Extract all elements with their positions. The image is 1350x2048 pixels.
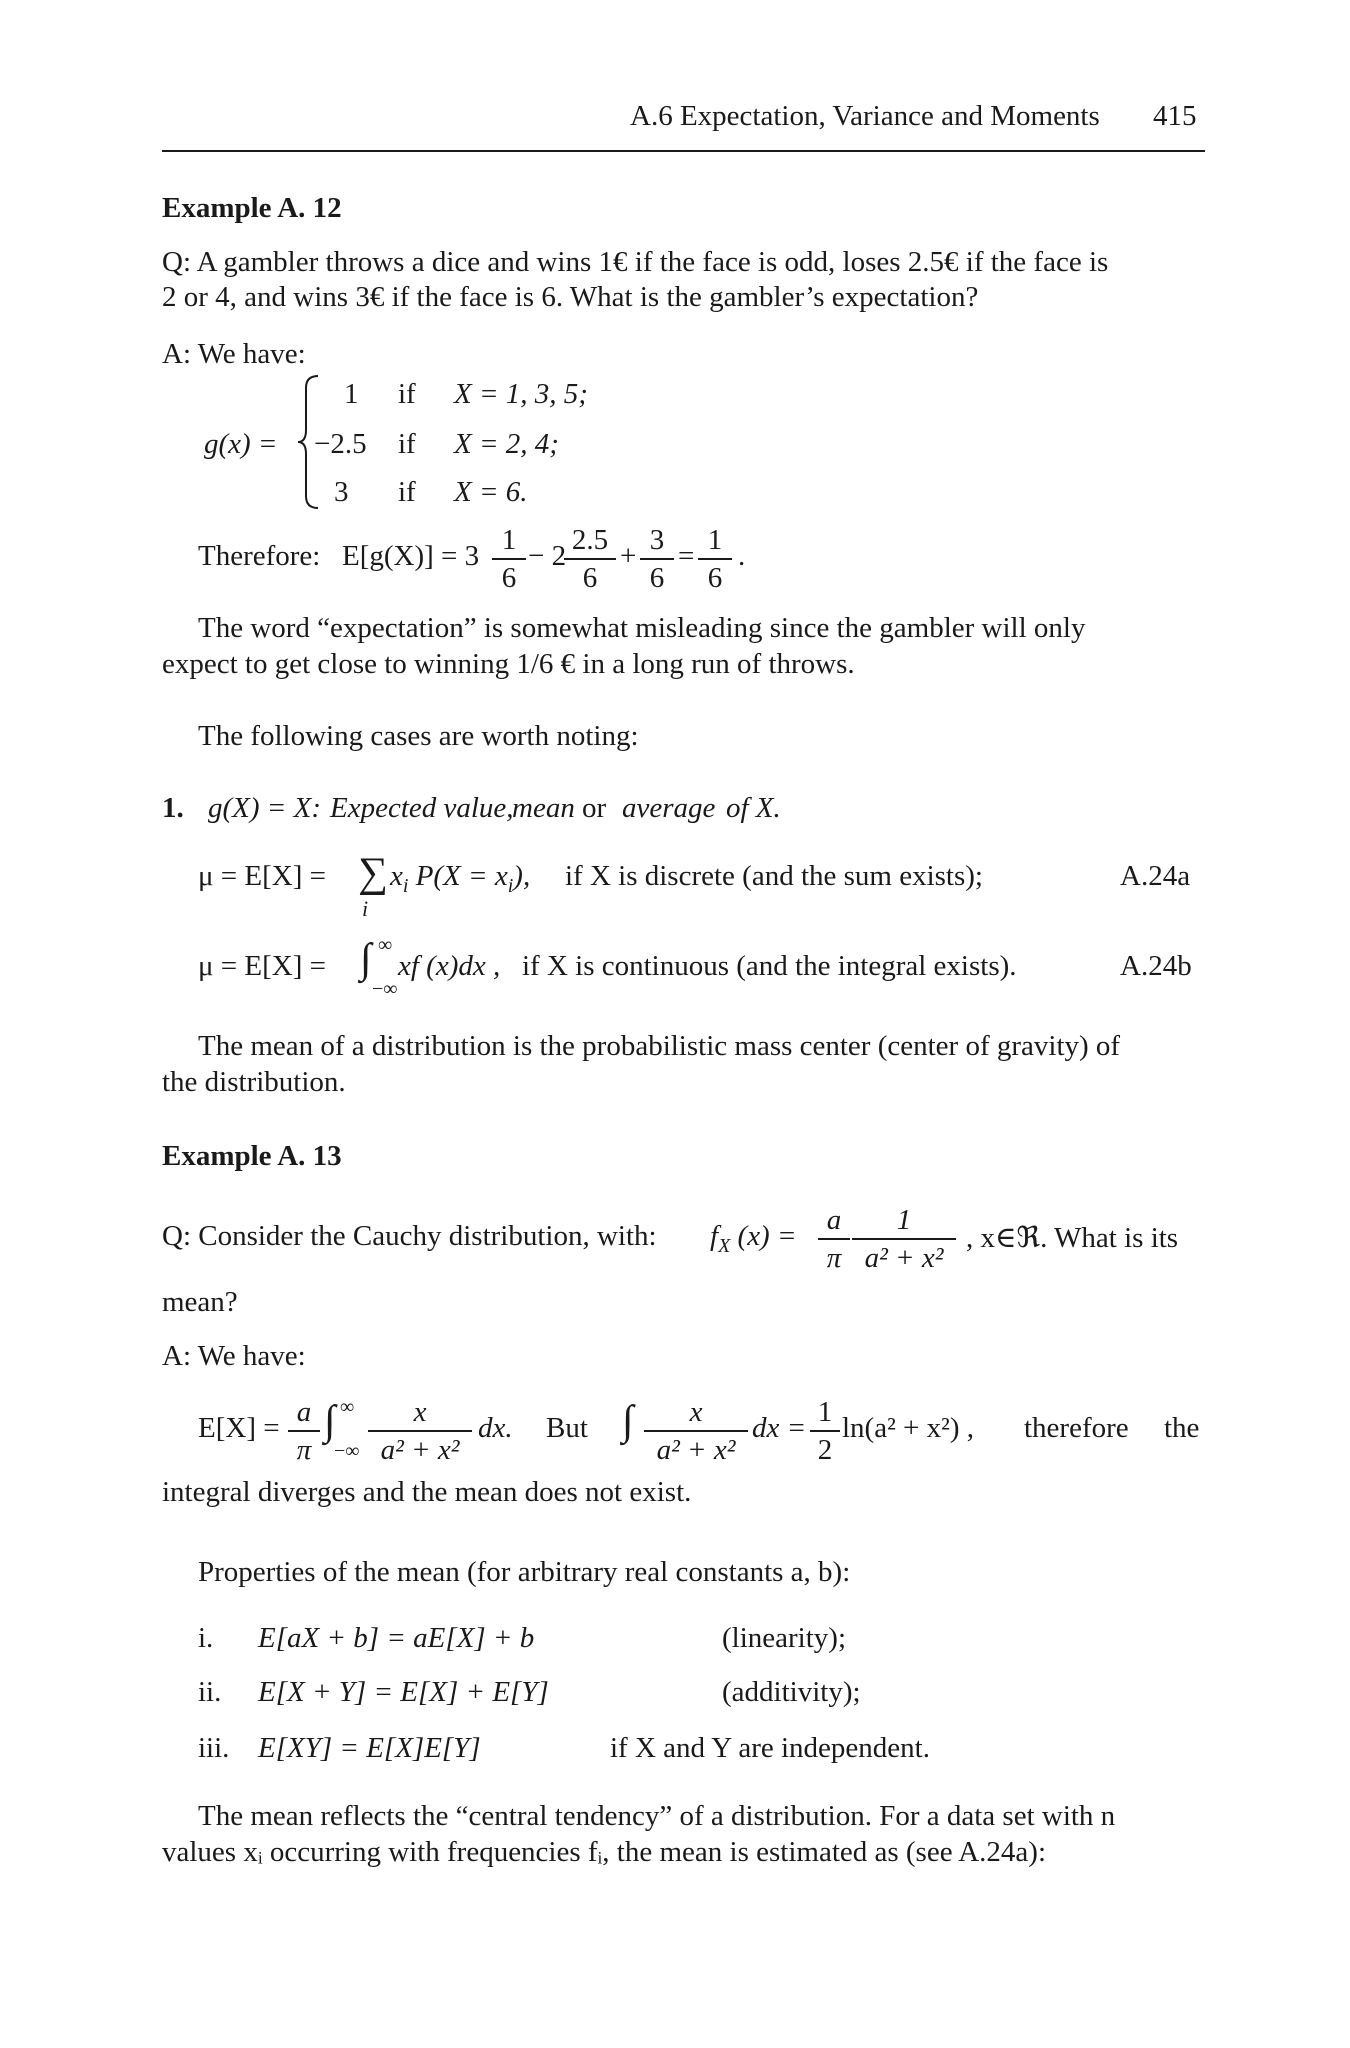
case3-if: if: [398, 476, 416, 508]
item1-gx: g(X) = X:: [208, 792, 321, 824]
example-a13-title: Example A. 13: [162, 1140, 342, 1172]
therefore-label: Therefore:: [198, 540, 321, 572]
ex13-integral-upper: ∞: [340, 1396, 355, 1418]
case1-if: if: [398, 378, 416, 410]
ex13-but: But: [546, 1412, 588, 1444]
running-header-title: A.6 Expectation, Variance and Moments: [630, 100, 1100, 132]
eq24a-lhs: μ = E[X] =: [198, 860, 326, 892]
item1-number: 1.: [162, 792, 184, 824]
eq24b-body: xf (x)dx ,: [398, 950, 501, 982]
property-i-number: i.: [198, 1622, 214, 1654]
property-ii-note: (additivity);: [722, 1676, 861, 1708]
ex13-integral2-symbol: ∫: [622, 1398, 634, 1444]
case2-condition: X = 2, 4;: [454, 428, 559, 460]
case3-value: 3: [334, 476, 349, 508]
cauchy-fraction-a-pi: $\frac{a}{\pi}$: [818, 1202, 850, 1276]
expectation-lhs: E[g(X)] = 3: [342, 540, 480, 572]
period: .: [738, 540, 746, 572]
mean-description-line2: the distribution.: [162, 1066, 346, 1098]
ex12-note-line2: expect to get close to winning 1/6 € in a long run of throws.: [162, 648, 855, 680]
ex13-answer-label: A: We have:: [162, 1340, 306, 1372]
eq24a-body: $x_i$ $P(X = x_i)$,: [390, 860, 531, 897]
ex12-question-line1: Q: A gambler throws a dice and wins 1€ if the face is odd, loses 2.5€ if the face is: [162, 246, 1109, 278]
ex13-the: the: [1164, 1412, 1200, 1444]
ex12-question-line2: 2 or 4, and wins 3€ if the face is 6. What is the gambler’s expectation?: [162, 281, 979, 313]
property-iii-number: iii.: [198, 1732, 230, 1764]
minus-two: − 2: [528, 540, 567, 572]
mean-description-line1: The mean of a distribution is the probabilistic mass center (center of gravity) of: [198, 1030, 1121, 1062]
ex13-integral-lower: −∞: [334, 1440, 360, 1462]
ex13-question-post: , x∈ℜ. What is its: [966, 1222, 1179, 1254]
final-paragraph-line1: The mean reflects the “central tendency” of a distribution. For a data set with n: [198, 1800, 1116, 1832]
item1-average: average: [622, 792, 716, 824]
property-ii-equation: E[X + Y] = E[X] + E[Y]: [258, 1676, 549, 1708]
summation-index: i: [362, 896, 369, 921]
ex13-question-pre: Q: Consider the Cauchy distribution, with:: [162, 1220, 657, 1252]
ex12-note-line1: The word “expectation” is somewhat misleading since the gambler will only: [198, 612, 1086, 644]
cases-intro: The following cases are worth noting:: [198, 720, 639, 752]
item1-of-x: of X.: [726, 792, 781, 824]
case1-condition: X = 1, 3, 5;: [454, 378, 588, 410]
property-iii-note: if X and Y are independent.: [610, 1732, 930, 1764]
case1-value: 1: [344, 378, 359, 410]
property-ii-number: ii.: [198, 1676, 222, 1708]
fraction-1-6-a: $\frac{1}{6}$: [492, 522, 526, 596]
property-iii-equation: E[XY] = E[X]E[Y]: [258, 1732, 481, 1764]
equals-sign: =: [678, 540, 695, 572]
ex13-question-end: mean?: [162, 1286, 238, 1318]
property-i-equation: E[aX + b] = aE[X] + b: [258, 1622, 535, 1654]
eq24a-condition: if X is discrete (and the sum exists);: [565, 860, 983, 892]
case3-condition: X = 6.: [454, 476, 528, 508]
ex12-answer-label: A: We have:: [162, 338, 306, 370]
item1-expected-value: Expected value,: [330, 792, 514, 824]
ex13-integral-symbol: ∫: [324, 1398, 336, 1444]
summation-symbol: ∑: [358, 850, 388, 896]
item1-mean: mean: [512, 792, 575, 824]
ex13-dx: dx.: [478, 1412, 513, 1444]
ex13-fraction-x-denom: $\frac{x}{\text{a² + x²}}$: [368, 1394, 472, 1468]
integral-upper: ∞: [378, 934, 393, 956]
cauchy-fx: $f_X$ (x) =: [710, 1220, 797, 1257]
integral-lower: −∞: [372, 978, 398, 1000]
header-rule: [162, 150, 1205, 152]
property-i-note: (linearity);: [722, 1622, 847, 1654]
item1-or: or: [582, 792, 607, 824]
ex13-fraction2-x-denom: $\frac{x}{\text{a² + x²}}$: [644, 1394, 748, 1468]
ex13-dx-equals: dx =: [752, 1412, 807, 1444]
eq24b-condition: if X is continuous (and the integral exists).: [522, 950, 1017, 982]
eq24b-lhs: μ = E[X] =: [198, 950, 326, 982]
fraction-2p5-6: $\frac{2.5}{6}$: [564, 522, 616, 596]
ex13-conclusion: integral diverges and the mean does not exist.: [162, 1476, 692, 1508]
gx-lhs: g(x) =: [204, 428, 278, 460]
eq24a-label: A.24a: [1120, 860, 1191, 892]
plus-sign: +: [620, 540, 637, 572]
case2-if: if: [398, 428, 416, 460]
integral-symbol: ∫: [360, 936, 372, 982]
ex13-fraction-half: $\frac{1}{2}$: [810, 1394, 840, 1468]
fraction-3-6: $\frac{3}{6}$: [640, 522, 674, 596]
ex13-expectation-lhs: E[X] =: [198, 1412, 280, 1444]
case2-value: −2.5: [314, 428, 367, 460]
eq24b-label: A.24b: [1120, 950, 1192, 982]
ex13-therefore: therefore: [1024, 1412, 1129, 1444]
final-paragraph-line2: values xᵢ occurring with frequencies fᵢ, the mean is estimated as (see A.24a):: [162, 1836, 1047, 1868]
page-number: 415: [1153, 100, 1197, 132]
ex13-fraction-a-pi: $\frac{a}{\pi}$: [288, 1394, 320, 1468]
properties-intro: Properties of the mean (for arbitrary real constants a, b):: [198, 1556, 851, 1588]
fraction-1-6-result: $\frac{1}{6}$: [698, 522, 732, 596]
cauchy-fraction-1-denom: $\frac{1}{\text{a² + x²}}$: [852, 1202, 956, 1276]
example-a12-title: Example A. 12: [162, 192, 342, 224]
ex13-ln: ln(a² + x²) ,: [842, 1412, 974, 1444]
